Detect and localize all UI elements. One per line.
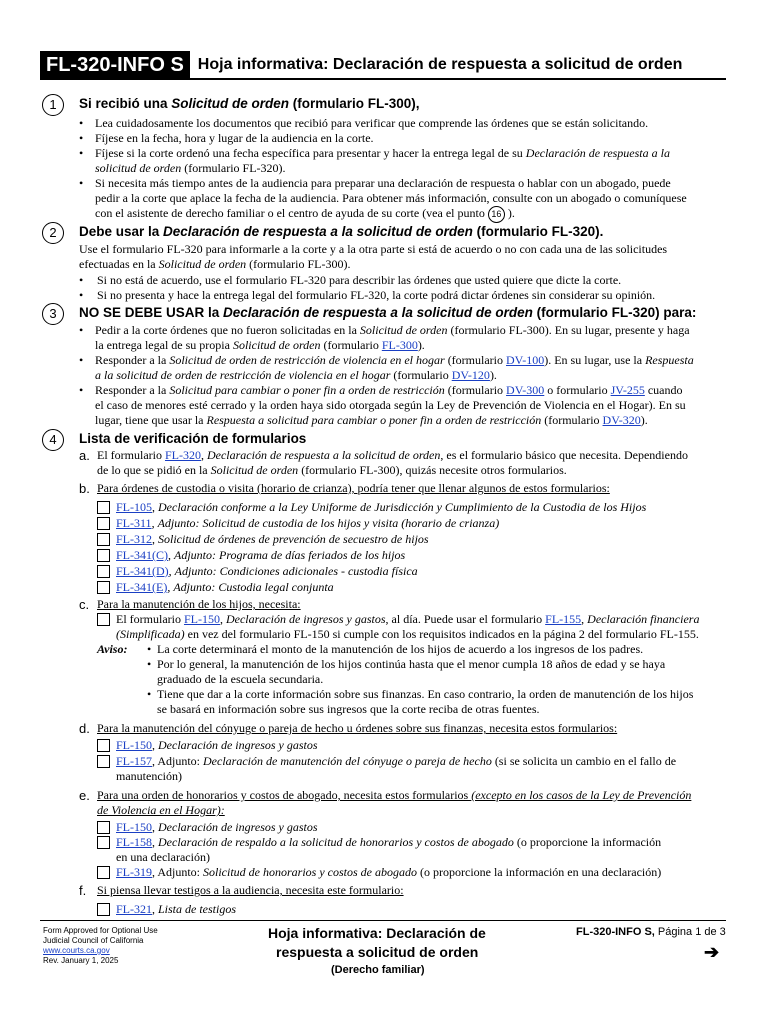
s4f-heading: Si piensa llevar testigos a la audiencia, necesita este formulario: — [97, 883, 404, 897]
section-number-3: 3 — [42, 303, 64, 325]
aviso-bullet-2: Por lo general, la manutención de los hijos continúa hasta que el menor cumpla 18 años de edad y se haya — [157, 657, 666, 671]
item-letter-f: f. — [79, 883, 87, 898]
item-letter-a: a. — [79, 448, 90, 463]
checkbox-fl-150-child-support[interactable] — [97, 613, 110, 626]
link-fl-320[interactable]: FL-320 — [164, 448, 201, 462]
s4c-line2: (Simplificada) en vez del formulario FL-150 si cumple con los requisitos indicados en la página 2 del formulario FL-155. — [116, 627, 699, 641]
footer-title-line2: respuesta a solicitud de orden — [276, 944, 479, 960]
link-fl-158[interactable]: FL-158 — [116, 835, 152, 849]
s4d-item-2: FL-157, Adjunto: Declaración de manutención del cónyuge o pareja de hecho (si se solicita un cambio en el fallo de — [116, 754, 677, 768]
s4c-heading: Para la manutención de los hijos, necesita: — [97, 597, 301, 611]
custody-form-item: FL-341(E), Adjunto: Custodia legal conjunta — [116, 580, 334, 594]
s4e-item-3: FL-319, Adjunto: Solicitud de honorarios y costos de abogado (o proporcione la información en una declaración) — [116, 865, 662, 879]
link-fl-341e[interactable]: FL-341(E) — [116, 580, 168, 594]
s3-bullet-1-cont: la entrega legal de su propia Solicitud de orden (formulario FL-300). — [95, 338, 425, 352]
aviso-label: Aviso: — [97, 642, 128, 656]
s4b-heading: Para órdenes de custodia o visita (horario de crianza), podría tener que llenar algunos de estos formularios: — [97, 481, 610, 495]
s1-bullet-2: Fíjese en la fecha, hora y lugar de la audiencia en la corte. — [95, 131, 374, 145]
item-letter-b: b. — [79, 481, 90, 496]
page-title: Hoja informativa: Declaración de respuesta a solicitud de orden — [197, 56, 683, 73]
bullet-icon: • — [79, 323, 84, 337]
bullet-icon: • — [147, 687, 152, 701]
link-fl-157[interactable]: FL-157 — [116, 754, 152, 768]
link-fl-300[interactable]: FL-300 — [381, 338, 418, 352]
aviso-bullet-2-cont: graduado de la escuela secundaria. — [157, 672, 324, 686]
s3-bullet-3: Responder a la Solicitud para cambiar o poner fin a orden de restricción (formulario DV-300 o formulario JV-255 cuando — [95, 383, 683, 397]
s1-bullet-4-line2: pedir a la corte que aplace la fecha de la audiencia. Para obtener más información, consulte con un abogado o comuníquese — [95, 191, 687, 205]
footer-revision-date: Rev. January 1, 2025 — [43, 956, 119, 965]
checkbox-fl-311[interactable] — [97, 517, 110, 530]
section-number-4: 4 — [42, 429, 64, 451]
link-fl-150[interactable]: FL-150 — [116, 738, 152, 752]
footer-page-info: FL-320-INFO S, Página 1 de 3 — [576, 926, 726, 938]
item-letter-c: c. — [79, 597, 90, 612]
custody-form-item: FL-341(C), Adjunto: Programa de días feriados de los hijos — [116, 548, 406, 562]
bullet-icon: • — [79, 146, 84, 160]
link-fl-312[interactable]: FL-312 — [116, 532, 152, 546]
bullet-icon: • — [79, 131, 84, 145]
s4d-item-2-cont: manutención) — [116, 769, 182, 783]
item-ref-badge: 16 — [488, 206, 505, 223]
link-fl-319[interactable]: FL-319 — [116, 865, 152, 879]
s4f-item-1: FL-321, Lista de testigos — [116, 902, 237, 916]
custody-form-item: FL-341(D), Adjunto: Condiciones adicionales - custodia física — [116, 564, 418, 578]
aviso-bullet-3: Tiene que dar a la corte información sobre sus finanzas. En caso contrario, la orden de manutención de los hijos — [157, 687, 694, 701]
link-dv-100[interactable]: DV-100 — [506, 353, 545, 367]
s4d-heading: Para la manutención del cónyuge o pareja de hecho u órdenes sobre sus finanzas, necesita estos formularios: — [97, 721, 618, 735]
checkbox-fl-158[interactable] — [97, 836, 110, 849]
s1-bullet-4: Si necesita más tiempo antes de la audiencia para preparar una declaración de respuesta o hablar con un abogado, puede — [95, 176, 671, 190]
item-letter-e: e. — [79, 788, 90, 803]
page-header — [40, 52, 726, 80]
s1-bullet-1: Lea cuidadosamente los documentos que recibió para verificar que comprende las órdenes que se están solicitando. — [95, 116, 649, 130]
link-dv-120[interactable]: DV-120 — [451, 368, 490, 382]
s4a-line2: de lo que se pidió en la Solicitud de orden (formulario FL-300), quizás necesite otros formularios. — [97, 463, 567, 477]
form-id: FL-320-INFO S — [40, 51, 190, 79]
s3-bullet-1: Pedir a la corte órdenes que no fueron solicitadas en la Solicitud de orden (formulario FL-300). En su lugar, presente y haga — [95, 323, 690, 337]
s3-bullet-3-line3: lugar, tiene que usar la Respuesta a solicitud para cambiar o poner fin a orden de restricción (formulario DV-320). — [95, 413, 648, 427]
custody-form-item: FL-311, Adjunto: Solicitud de custodia de los hijos y visita (horario de crianza) — [116, 516, 500, 530]
s4d-item-1: FL-150, Declaración de ingresos y gastos — [116, 738, 318, 752]
s2-bullet-1: Si no está de acuerdo, use el formulario FL-320 para describir las órdenes que usted quiere que dicte la corte. — [97, 273, 622, 287]
checkbox-fl-150-spousal[interactable] — [97, 739, 110, 752]
section-2-heading: Debe usar la Declaración de respuesta a la solicitud de orden (formulario FL-320). — [79, 224, 604, 239]
link-fl-311[interactable]: FL-311 — [116, 516, 152, 530]
section-1-heading: Si recibió una Solicitud de orden (formulario FL-300), — [79, 96, 420, 111]
link-fl-341c[interactable]: FL-341(C) — [116, 548, 168, 562]
link-fl-155[interactable]: FL-155 — [545, 612, 582, 626]
checkbox-fl-341d[interactable] — [97, 565, 110, 578]
bullet-icon: • — [147, 657, 152, 671]
link-fl-321[interactable]: FL-321 — [116, 902, 152, 916]
link-fl-150[interactable]: FL-150 — [183, 612, 220, 626]
s4e-item-1: FL-150, Declaración de ingresos y gastos — [116, 820, 318, 834]
s3-bullet-3-line2: el caso de menores esté cerrado y la orden haya sido otorgada según la Ley de Prevención de Violencia en el Hogar). En su — [95, 398, 686, 412]
aviso-bullet-1: La corte determinará el monto de la manutención de los hijos de acuerdo a los ingresos de los padres. — [157, 642, 644, 656]
footer-council: Judicial Council of California — [43, 936, 144, 945]
footer-divider — [40, 920, 726, 921]
s4e-item-2: FL-158, Declaración de respaldo a la solicitud de honorarios y costos de abogado (o proporcione la información — [116, 835, 662, 849]
aviso-bullet-3-cont: se basará en información sobre sus ingresos que la corte reciba de otras fuentes. — [157, 702, 540, 716]
bullet-icon: • — [79, 288, 84, 302]
footer-approval: Form Approved for Optional Use — [43, 926, 158, 935]
s4e-heading: Para una orden de honorarios y costos de abogado, necesita estos formularios (excepto en los casos de la Ley de Prevención — [97, 788, 692, 802]
footer-website-link[interactable]: www.courts.ca.gov — [43, 946, 110, 955]
s2-para-1: Use el formulario FL-320 para informarle a la corte y a la otra parte si está de acuerdo o no con cada una de las solicitudes — [79, 242, 668, 256]
s3-bullet-2-cont: a la solicitud de orden de restricción de violencia en el hogar (formulario DV-120). — [95, 368, 497, 382]
s2-para-2: efectuadas en la Solicitud de orden (formulario FL-300). — [79, 257, 351, 271]
link-fl-105[interactable]: FL-105 — [116, 500, 152, 514]
checkbox-fl-150-fees[interactable] — [97, 821, 110, 834]
section-number-2: 2 — [42, 222, 64, 244]
bullet-icon: • — [79, 116, 84, 130]
s4c-line1: El formulario FL-150, Declaración de ingresos y gastos, al día. Puede usar el formulario FL-155, Declaración financiera — [116, 612, 700, 626]
custody-form-item: FL-105, Declaración conforme a la Ley Uniforme de Jurisdicción y Cumplimiento de la Custodia de los Hijos — [116, 500, 647, 514]
section-4-heading: Lista de verificación de formularios — [79, 431, 307, 446]
checkbox-fl-319[interactable] — [97, 866, 110, 879]
bullet-icon: • — [79, 176, 84, 190]
custody-form-item: FL-312, Solicitud de órdenes de prevención de secuestro de hijos — [116, 532, 429, 546]
s4e-heading-cont: de Violencia en el Hogar): — [97, 803, 225, 817]
link-fl-150[interactable]: FL-150 — [116, 820, 152, 834]
checkbox-fl-341e[interactable] — [97, 581, 110, 594]
bullet-icon: • — [79, 353, 84, 367]
checkbox-fl-105[interactable] — [97, 501, 110, 514]
section-3-heading: NO SE DEBE USAR la Declaración de respuesta a la solicitud de orden (formulario FL-320) para: — [79, 305, 697, 320]
checkbox-fl-312[interactable] — [97, 533, 110, 546]
item-letter-d: d. — [79, 721, 90, 736]
bullet-icon: • — [147, 642, 152, 656]
section-number-1: 1 — [42, 94, 64, 116]
s1-bullet-3: Fíjese si la corte ordenó una fecha específica para presentar y hacer la entrega legal de su Declaración de respuesta a la — [95, 146, 670, 160]
link-fl-341d[interactable]: FL-341(D) — [116, 564, 169, 578]
s3-bullet-2: Responder a la Solicitud de orden de restricción de violencia en el hogar (formulario DV-100). En su lugar, use la Respuesta — [95, 353, 694, 367]
bullet-icon: • — [79, 273, 84, 287]
s1-bullet-3-cont: solicitud de orden (formulario FL-320). — [95, 161, 286, 175]
s4a-line1: El formulario FL-320, Declaración de respuesta a la solicitud de orden, es el formulario básico que necesita. Dependiendo — [97, 448, 688, 462]
footer-subtitle: (Derecho familiar) — [331, 964, 425, 976]
next-page-arrow-icon[interactable]: ➔ — [704, 942, 720, 962]
link-dv-300[interactable]: DV-300 — [506, 383, 545, 397]
checkbox-fl-157[interactable] — [97, 755, 110, 768]
footer-title-line1: Hoja informativa: Declaración de — [268, 925, 486, 941]
s1-bullet-4-line3: con el asistente de derecho familiar o el centro de ayuda de su corte (vea el punto 16 ). — [95, 206, 515, 223]
checkbox-fl-341c[interactable] — [97, 549, 110, 562]
s2-bullet-2: Si no presenta y hace la entrega legal del formulario FL-320, la corte podrá dictar órdenes sin considerar su opinión. — [97, 288, 656, 302]
bullet-icon: • — [79, 383, 84, 397]
s4e-item-2-cont: en una declaración) — [116, 850, 210, 864]
link-jv-255[interactable]: JV-255 — [610, 383, 645, 397]
checkbox-fl-321[interactable] — [97, 903, 110, 916]
link-dv-320[interactable]: DV-320 — [602, 413, 641, 427]
